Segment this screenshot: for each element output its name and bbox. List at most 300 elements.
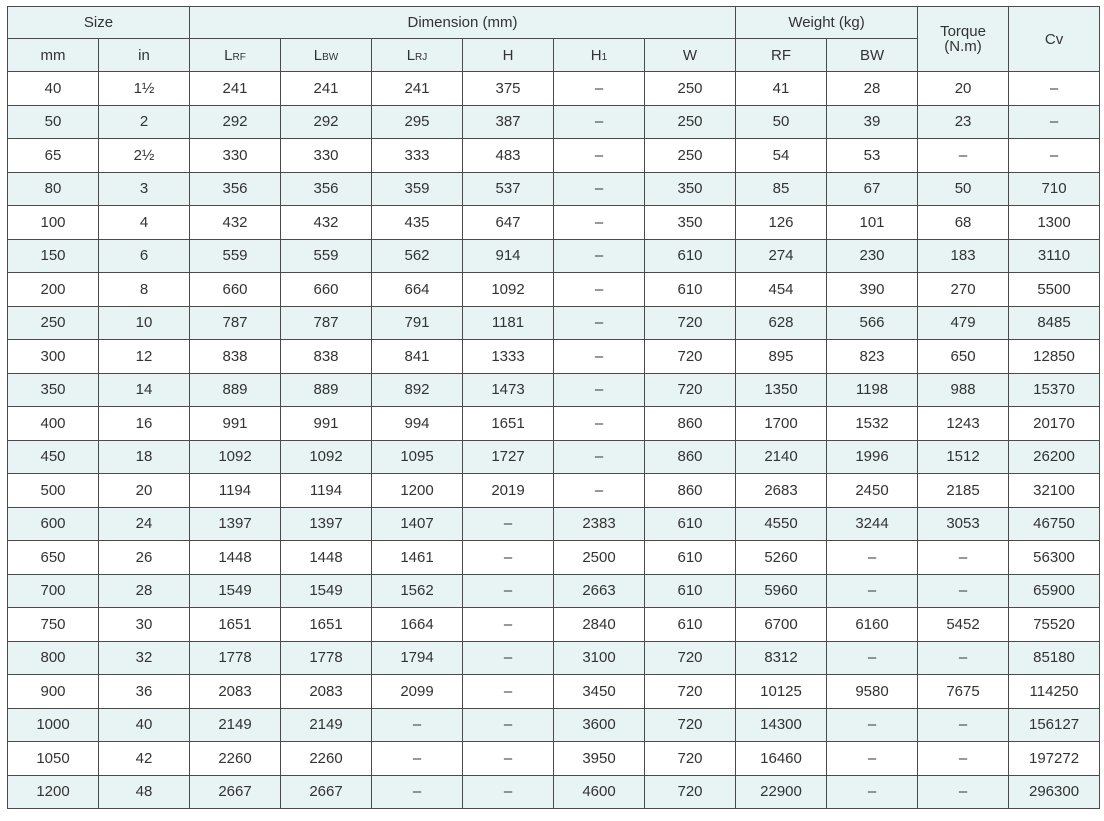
cell-h1: – <box>554 340 645 374</box>
table-row <box>8 72 1100 106</box>
cell-weight-rf: 50 <box>736 105 827 139</box>
cell-w: 610 <box>645 239 736 273</box>
cell-h1: 2500 <box>554 541 645 575</box>
cell-l-rf: 1397 <box>190 507 281 541</box>
cell-weight-bw: 28 <box>827 72 918 106</box>
cell-h: 914 <box>463 239 554 273</box>
cell-weight-rf: 1350 <box>736 373 827 407</box>
cell-weight-bw: 3244 <box>827 507 918 541</box>
header-dim-h1 <box>554 39 645 72</box>
table-row <box>8 340 1100 374</box>
cell-torque: 3053 <box>918 507 1009 541</box>
cell-w: 610 <box>645 541 736 575</box>
cell-h1: 3450 <box>554 675 645 709</box>
cell-size-in: 2 <box>99 105 190 139</box>
header-dim-w-main: W <box>682 46 698 64</box>
cell-weight-rf: 10125 <box>736 675 827 709</box>
cell-w: 720 <box>645 708 736 742</box>
cell-size-in: 48 <box>99 775 190 809</box>
cell-size-in: 12 <box>99 340 190 374</box>
cell-cv: 56300 <box>1009 541 1100 575</box>
table-row <box>8 206 1100 240</box>
cell-h: 483 <box>463 139 554 173</box>
table-row <box>8 407 1100 441</box>
cell-weight-rf: 6700 <box>736 608 827 642</box>
cell-cv: 15370 <box>1009 373 1100 407</box>
cell-weight-bw: 1198 <box>827 373 918 407</box>
cell-l-rj: 841 <box>372 340 463 374</box>
cell-size-mm: 300 <box>8 340 99 374</box>
cell-torque: 1243 <box>918 407 1009 441</box>
cell-h1: – <box>554 407 645 441</box>
cell-torque: – <box>918 139 1009 173</box>
cell-size-mm: 150 <box>8 239 99 273</box>
cell-l-bw: 889 <box>281 373 372 407</box>
cell-size-in: 2½ <box>99 139 190 173</box>
cell-size-mm: 40 <box>8 72 99 106</box>
header-dim-lrf <box>190 39 281 72</box>
cell-h: 1651 <box>463 407 554 441</box>
header-weight: Weight (kg) <box>736 7 918 39</box>
cell-torque: 988 <box>918 373 1009 407</box>
cell-l-rj: 791 <box>372 306 463 340</box>
cell-size-in: 14 <box>99 373 190 407</box>
cell-size-mm: 450 <box>8 440 99 474</box>
cell-l-rj: 2099 <box>372 675 463 709</box>
cell-l-rf: 1448 <box>190 541 281 575</box>
cell-weight-rf: 85 <box>736 172 827 206</box>
cell-size-in: 3 <box>99 172 190 206</box>
valve-dimension-table-wrapper <box>7 6 1099 809</box>
table-row <box>8 641 1100 675</box>
cell-l-bw: 356 <box>281 172 372 206</box>
cell-size-mm: 1050 <box>8 742 99 776</box>
cell-weight-bw: 39 <box>827 105 918 139</box>
cell-l-bw: 1651 <box>281 608 372 642</box>
table-row <box>8 172 1100 206</box>
cell-cv: 75520 <box>1009 608 1100 642</box>
cell-size-mm: 800 <box>8 641 99 675</box>
cell-l-rj: 241 <box>372 72 463 106</box>
cell-l-rf: 356 <box>190 172 281 206</box>
cell-w: 250 <box>645 139 736 173</box>
cell-weight-bw: – <box>827 641 918 675</box>
table-row <box>8 306 1100 340</box>
cell-l-rj: – <box>372 742 463 776</box>
cell-torque: 23 <box>918 105 1009 139</box>
table-row <box>8 139 1100 173</box>
cell-h: – <box>463 574 554 608</box>
cell-size-mm: 900 <box>8 675 99 709</box>
cell-torque: 68 <box>918 206 1009 240</box>
cell-weight-rf: 1700 <box>736 407 827 441</box>
cell-cv: – <box>1009 139 1100 173</box>
cell-h1: – <box>554 440 645 474</box>
cell-size-in: 36 <box>99 675 190 709</box>
cell-size-in: 18 <box>99 440 190 474</box>
cell-weight-bw: 390 <box>827 273 918 307</box>
header-dim-h-main: H <box>502 46 514 64</box>
header-dim-lbw-main: L <box>313 46 323 64</box>
cell-h1: – <box>554 273 645 307</box>
cell-h1: – <box>554 306 645 340</box>
cell-l-rj: 1794 <box>372 641 463 675</box>
cell-weight-bw: 566 <box>827 306 918 340</box>
cell-l-rf: 1194 <box>190 474 281 508</box>
cell-size-mm: 250 <box>8 306 99 340</box>
cell-l-rf: 1651 <box>190 608 281 642</box>
cell-cv: 5500 <box>1009 273 1100 307</box>
cell-weight-bw: 101 <box>827 206 918 240</box>
cell-h: 1181 <box>463 306 554 340</box>
cell-torque: – <box>918 574 1009 608</box>
cell-weight-rf: 14300 <box>736 708 827 742</box>
cell-h: 375 <box>463 72 554 106</box>
header-weight-rf: RF <box>736 39 827 72</box>
cell-l-rj: 994 <box>372 407 463 441</box>
cell-cv: – <box>1009 105 1100 139</box>
cell-cv: 46750 <box>1009 507 1100 541</box>
cell-h: 647 <box>463 206 554 240</box>
cell-weight-rf: 4550 <box>736 507 827 541</box>
cell-size-mm: 750 <box>8 608 99 642</box>
cell-l-bw: 292 <box>281 105 372 139</box>
cell-size-in: 20 <box>99 474 190 508</box>
header-dim-lrf-sub: RF <box>232 51 246 63</box>
cell-size-in: 16 <box>99 407 190 441</box>
cell-size-in: 24 <box>99 507 190 541</box>
cell-l-bw: 1194 <box>281 474 372 508</box>
cell-size-mm: 100 <box>8 206 99 240</box>
header-torque-line1: Torque <box>940 23 986 40</box>
table-row <box>8 675 1100 709</box>
cell-weight-bw: 1996 <box>827 440 918 474</box>
cell-weight-rf: 5960 <box>736 574 827 608</box>
cell-h1: – <box>554 139 645 173</box>
cell-cv: 710 <box>1009 172 1100 206</box>
cell-weight-bw: 67 <box>827 172 918 206</box>
header-size-in: in <box>99 39 190 72</box>
cell-weight-rf: 2683 <box>736 474 827 508</box>
cell-h1: 3100 <box>554 641 645 675</box>
cell-torque: 183 <box>918 239 1009 273</box>
cell-torque: 2185 <box>918 474 1009 508</box>
cell-weight-rf: 16460 <box>736 742 827 776</box>
cell-l-rf: 838 <box>190 340 281 374</box>
header-size-mm: mm <box>8 39 99 72</box>
cell-weight-rf: 8312 <box>736 641 827 675</box>
cell-h: – <box>463 742 554 776</box>
cell-l-rj: 562 <box>372 239 463 273</box>
cell-weight-rf: 54 <box>736 139 827 173</box>
cell-w: 860 <box>645 440 736 474</box>
cell-l-rj: 1461 <box>372 541 463 575</box>
cell-w: 610 <box>645 574 736 608</box>
cell-l-rf: 241 <box>190 72 281 106</box>
cell-weight-rf: 274 <box>736 239 827 273</box>
cell-h1: – <box>554 105 645 139</box>
cell-weight-bw: 53 <box>827 139 918 173</box>
cell-l-bw: 991 <box>281 407 372 441</box>
cell-weight-rf: 22900 <box>736 775 827 809</box>
cell-h: 1727 <box>463 440 554 474</box>
header-torque <box>918 7 1009 72</box>
cell-h1: 3950 <box>554 742 645 776</box>
cell-size-in: 4 <box>99 206 190 240</box>
cell-cv: 1300 <box>1009 206 1100 240</box>
cell-h: 537 <box>463 172 554 206</box>
cell-weight-bw: – <box>827 708 918 742</box>
header-dim-lbw <box>281 39 372 72</box>
cell-torque: – <box>918 775 1009 809</box>
cell-size-mm: 700 <box>8 574 99 608</box>
cell-h: 387 <box>463 105 554 139</box>
cell-w: 720 <box>645 373 736 407</box>
cell-w: 350 <box>645 172 736 206</box>
cell-w: 610 <box>645 507 736 541</box>
cell-cv: 26200 <box>1009 440 1100 474</box>
table-row <box>8 541 1100 575</box>
header-torque-line2: (N.m) <box>944 38 982 55</box>
cell-weight-bw: 823 <box>827 340 918 374</box>
cell-weight-rf: 126 <box>736 206 827 240</box>
table-row <box>8 775 1100 809</box>
cell-torque: – <box>918 541 1009 575</box>
cell-w: 350 <box>645 206 736 240</box>
cell-weight-bw: – <box>827 574 918 608</box>
cell-w: 250 <box>645 105 736 139</box>
cell-w: 720 <box>645 742 736 776</box>
cell-torque: 479 <box>918 306 1009 340</box>
cell-h1: – <box>554 239 645 273</box>
cell-torque: 20 <box>918 72 1009 106</box>
cell-weight-bw: 9580 <box>827 675 918 709</box>
cell-l-rf: 330 <box>190 139 281 173</box>
cell-torque: 50 <box>918 172 1009 206</box>
cell-l-rf: 991 <box>190 407 281 441</box>
cell-cv: 20170 <box>1009 407 1100 441</box>
table-row <box>8 239 1100 273</box>
cell-h: 2019 <box>463 474 554 508</box>
table-row <box>8 574 1100 608</box>
cell-l-bw: 1778 <box>281 641 372 675</box>
cell-h1: – <box>554 474 645 508</box>
cell-torque: – <box>918 641 1009 675</box>
cell-w: 720 <box>645 340 736 374</box>
cell-size-mm: 350 <box>8 373 99 407</box>
cell-l-bw: 241 <box>281 72 372 106</box>
cell-l-bw: 2260 <box>281 742 372 776</box>
table-row <box>8 608 1100 642</box>
cell-l-rf: 787 <box>190 306 281 340</box>
valve-dimension-table <box>7 6 1100 809</box>
cell-h1: – <box>554 373 645 407</box>
cell-h1: – <box>554 172 645 206</box>
cell-cv: 8485 <box>1009 306 1100 340</box>
cell-w: 720 <box>645 641 736 675</box>
cell-l-bw: 559 <box>281 239 372 273</box>
cell-weight-bw: 6160 <box>827 608 918 642</box>
cell-l-rj: 1095 <box>372 440 463 474</box>
cell-weight-rf: 2140 <box>736 440 827 474</box>
cell-l-rj: – <box>372 708 463 742</box>
cell-size-in: 40 <box>99 708 190 742</box>
cell-torque: 7675 <box>918 675 1009 709</box>
cell-cv: 85180 <box>1009 641 1100 675</box>
cell-weight-rf: 41 <box>736 72 827 106</box>
cell-torque: 1512 <box>918 440 1009 474</box>
header-dim-h <box>463 39 554 72</box>
cell-l-rf: 2260 <box>190 742 281 776</box>
header-dim-h1-sub: 1 <box>601 51 608 63</box>
table-body <box>8 72 1100 809</box>
table-row <box>8 742 1100 776</box>
cell-torque: 5452 <box>918 608 1009 642</box>
cell-l-rf: 2083 <box>190 675 281 709</box>
cell-size-mm: 1200 <box>8 775 99 809</box>
cell-size-mm: 600 <box>8 507 99 541</box>
header-dim-lrj-sub: RJ <box>415 51 428 63</box>
header-weight-bw: BW <box>827 39 918 72</box>
cell-h: – <box>463 775 554 809</box>
cell-torque: – <box>918 708 1009 742</box>
table-row <box>8 440 1100 474</box>
header-dim-lbw-sub: BW <box>322 51 339 63</box>
cell-l-rj: 1562 <box>372 574 463 608</box>
cell-cv: 3110 <box>1009 239 1100 273</box>
header-dim-lrj <box>372 39 463 72</box>
table-row <box>8 474 1100 508</box>
cell-w: 610 <box>645 273 736 307</box>
cell-l-rf: 2149 <box>190 708 281 742</box>
cell-l-rf: 1092 <box>190 440 281 474</box>
cell-l-bw: 432 <box>281 206 372 240</box>
cell-l-rf: 432 <box>190 206 281 240</box>
cell-h: – <box>463 608 554 642</box>
cell-cv: 12850 <box>1009 340 1100 374</box>
cell-size-in: 1½ <box>99 72 190 106</box>
table-row <box>8 373 1100 407</box>
table-row <box>8 708 1100 742</box>
cell-w: 720 <box>645 775 736 809</box>
cell-h: 1333 <box>463 340 554 374</box>
cell-h: – <box>463 541 554 575</box>
cell-l-rf: 889 <box>190 373 281 407</box>
cell-weight-bw: – <box>827 742 918 776</box>
cell-h: – <box>463 675 554 709</box>
cell-l-rj: 359 <box>372 172 463 206</box>
cell-torque: – <box>918 742 1009 776</box>
cell-size-mm: 400 <box>8 407 99 441</box>
cell-l-rj: 1664 <box>372 608 463 642</box>
table-header <box>8 7 1100 72</box>
cell-l-bw: 787 <box>281 306 372 340</box>
table-row <box>8 105 1100 139</box>
cell-size-in: 26 <box>99 541 190 575</box>
cell-weight-bw: 230 <box>827 239 918 273</box>
cell-h1: 2840 <box>554 608 645 642</box>
cell-size-mm: 200 <box>8 273 99 307</box>
cell-size-mm: 65 <box>8 139 99 173</box>
cell-size-in: 42 <box>99 742 190 776</box>
cell-size-mm: 500 <box>8 474 99 508</box>
cell-l-bw: 1092 <box>281 440 372 474</box>
cell-h1: 2383 <box>554 507 645 541</box>
table-row <box>8 273 1100 307</box>
cell-l-bw: 2149 <box>281 708 372 742</box>
cell-h1: 3600 <box>554 708 645 742</box>
cell-l-rj: 1200 <box>372 474 463 508</box>
cell-l-rj: – <box>372 775 463 809</box>
cell-l-rf: 2667 <box>190 775 281 809</box>
cell-cv: – <box>1009 72 1100 106</box>
cell-size-in: 6 <box>99 239 190 273</box>
cell-w: 720 <box>645 675 736 709</box>
cell-l-rf: 1549 <box>190 574 281 608</box>
header-dimension: Dimension (mm) <box>190 7 736 39</box>
cell-l-rf: 1778 <box>190 641 281 675</box>
cell-cv: 114250 <box>1009 675 1100 709</box>
cell-weight-rf: 454 <box>736 273 827 307</box>
cell-size-in: 8 <box>99 273 190 307</box>
cell-l-rf: 292 <box>190 105 281 139</box>
cell-h: 1092 <box>463 273 554 307</box>
cell-w: 860 <box>645 474 736 508</box>
cell-h1: 2663 <box>554 574 645 608</box>
cell-h: – <box>463 641 554 675</box>
cell-w: 250 <box>645 72 736 106</box>
cell-weight-bw: 1532 <box>827 407 918 441</box>
cell-h1: 4600 <box>554 775 645 809</box>
cell-size-in: 32 <box>99 641 190 675</box>
cell-h: – <box>463 708 554 742</box>
cell-weight-bw: – <box>827 775 918 809</box>
cell-w: 860 <box>645 407 736 441</box>
cell-cv: 65900 <box>1009 574 1100 608</box>
cell-l-rj: 435 <box>372 206 463 240</box>
cell-size-mm: 80 <box>8 172 99 206</box>
cell-l-rj: 664 <box>372 273 463 307</box>
cell-w: 610 <box>645 608 736 642</box>
cell-l-bw: 2083 <box>281 675 372 709</box>
header-dim-w <box>645 39 736 72</box>
cell-size-in: 30 <box>99 608 190 642</box>
cell-cv: 32100 <box>1009 474 1100 508</box>
cell-l-rj: 892 <box>372 373 463 407</box>
cell-cv: 156127 <box>1009 708 1100 742</box>
cell-weight-bw: 2450 <box>827 474 918 508</box>
cell-l-bw: 1549 <box>281 574 372 608</box>
cell-torque: 650 <box>918 340 1009 374</box>
cell-l-bw: 1448 <box>281 541 372 575</box>
cell-l-rf: 559 <box>190 239 281 273</box>
cell-size-in: 10 <box>99 306 190 340</box>
cell-h1: – <box>554 206 645 240</box>
cell-l-bw: 330 <box>281 139 372 173</box>
cell-cv: 197272 <box>1009 742 1100 776</box>
cell-l-rj: 295 <box>372 105 463 139</box>
cell-l-rf: 660 <box>190 273 281 307</box>
cell-h: 1473 <box>463 373 554 407</box>
header-cv: Cv <box>1009 7 1100 72</box>
cell-l-rj: 1407 <box>372 507 463 541</box>
cell-l-rj: 333 <box>372 139 463 173</box>
cell-weight-rf: 5260 <box>736 541 827 575</box>
cell-size-mm: 1000 <box>8 708 99 742</box>
cell-weight-bw: – <box>827 541 918 575</box>
cell-size-mm: 50 <box>8 105 99 139</box>
cell-size-in: 28 <box>99 574 190 608</box>
